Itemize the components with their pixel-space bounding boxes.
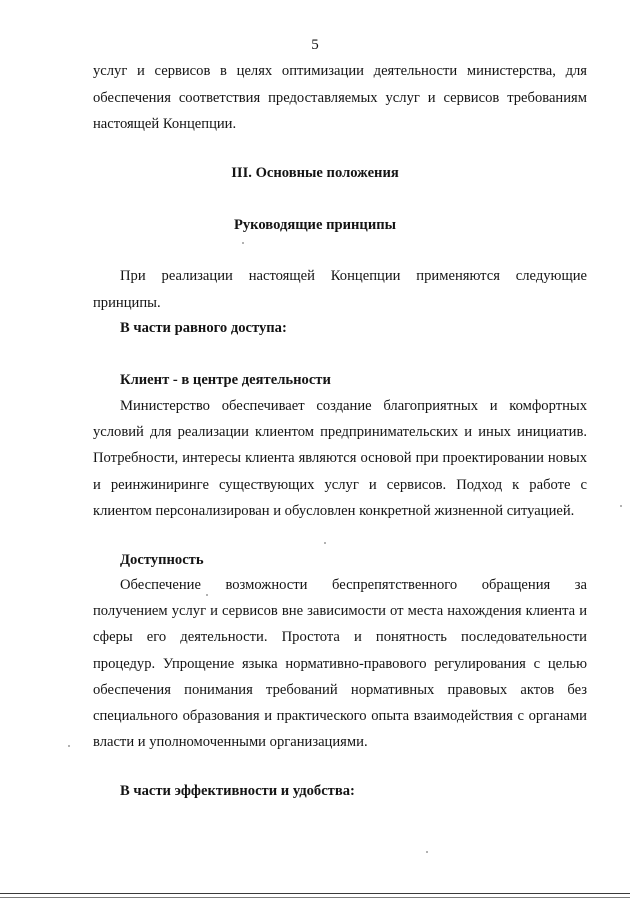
intro-paragraph: услуг и сервисов в целях оптимизации деятельности министерства, для обеспечения соответствия предоставляемых услуг и сервисов требованиям настоящей Концепции. — [93, 63, 587, 132]
efficiency-heading: В части эффективности и удобства: — [120, 783, 355, 799]
client-center-rest: условий для реализации клиентом предпринимательских и иных инициатив. Потребности, интересы клиента являются основой при проектировании новых и реинжиниринге существующих услуг и сервисов. Подход к работе с клиентом персонализирован и обусловлен конкретной жизненной ситуацией. — [93, 424, 587, 519]
accessibility-rest: получением услуг и сервисов вне зависимости от места нахождения клиента и сферы его деятельности. Простота и понятность последовательности процедур. Упрощение языка нормативно-правового регулирования с целью обеспечения понимания требований нормативных правовых актов без специального образования и практического опыта взаимодействия с органами власти и уполномоченными организациями. — [93, 603, 587, 751]
section-title: III. Основные положения — [231, 165, 399, 181]
scan-speck — [620, 505, 622, 507]
principles-intro-first-line: При реализации настоящей Концепции применяются следующие — [120, 268, 587, 284]
scan-speck — [68, 745, 70, 747]
principles-intro-rest: принципы. — [93, 294, 161, 311]
principles-intro-paragraph — [93, 263, 587, 316]
client-center-heading: Клиент - в центре деятельности — [120, 372, 331, 388]
scan-speck — [324, 542, 326, 544]
scan-speck — [426, 851, 428, 853]
accessibility-paragraph — [93, 572, 587, 755]
accessibility-heading: Доступность — [120, 552, 204, 568]
scan-speck — [242, 242, 244, 244]
equal-access-heading: В части равного доступа: — [120, 320, 287, 336]
scan-edge-line — [0, 893, 630, 894]
section-subtitle: Руководящие принципы — [233, 217, 397, 233]
client-center-paragraph — [93, 393, 587, 524]
scan-speck — [206, 594, 208, 596]
scan-edge-line — [0, 897, 630, 898]
client-center-first-line: Министерство обеспечивает создание благоприятных и комфортных — [120, 398, 587, 414]
accessibility-first-line: Обеспечение возможности беспрепятственного обращения за — [120, 577, 587, 593]
page-number: 5 — [311, 37, 319, 53]
